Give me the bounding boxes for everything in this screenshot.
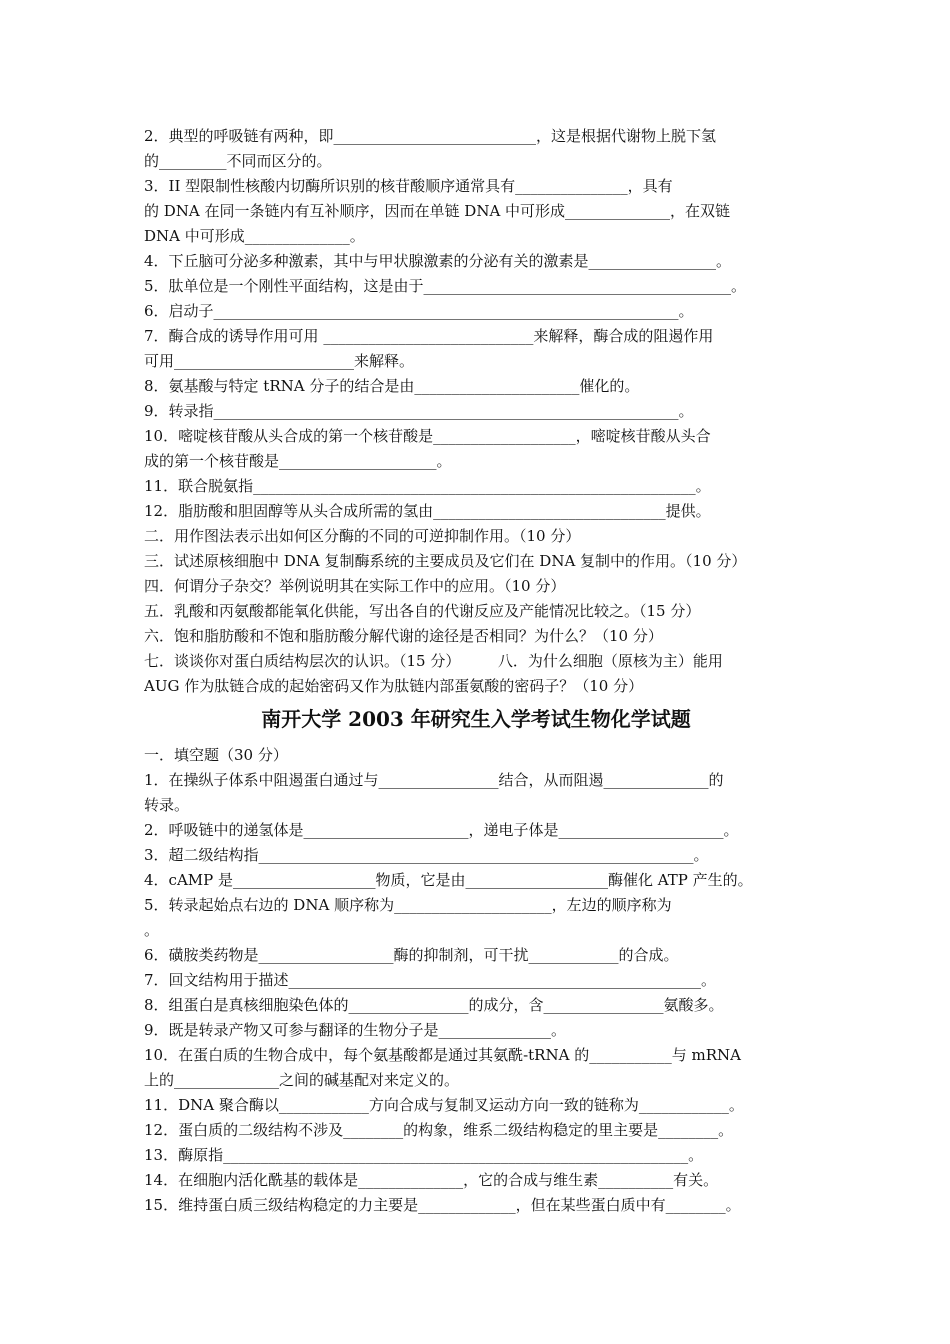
text-line: 五．乳酸和丙氨酸都能氧化供能，写出各自的代谢反应及产能情况比较之。（15 分） xyxy=(144,602,701,620)
text-line: 6．启动子______________________________________________________________。 xyxy=(144,302,694,320)
text-line: 15．维持蛋白质三级结构稳定的力主要是_____________，但在某些蛋白质中有________。 xyxy=(144,1196,741,1214)
text-line: 2．典型的呼吸链有两种，即___________________________，这是根据代谢物上脱下氢 xyxy=(144,127,717,145)
text-line: 9．既是转录产物又可参与翻译的生物分子是_______________。 xyxy=(144,1021,567,1039)
text-line: 可用________________________来解释。 xyxy=(144,352,415,370)
document-body xyxy=(144,124,808,1218)
text-line: 12．脂肪酸和胆固醇等从头合成所需的氢由_______________________________提供。 xyxy=(144,502,711,520)
text-line: 3．II 型限制性核酸内切酶所识别的核苷酸顺序通常具有_______________，具有 xyxy=(144,177,673,195)
text-line: 8．氨基酸与特定 tRNA 分子的结合是由______________________催化的。 xyxy=(144,377,640,395)
text-line: DNA 中可形成______________。 xyxy=(144,227,365,245)
text-line: 一．填空题（30 分） xyxy=(144,746,288,764)
text-line: 1．在操纵子体系中阻遏蛋白通过与________________结合，从而阻遏______________的 xyxy=(144,771,724,789)
text-line: 10．嘧啶核苷酸从头合成的第一个核苷酸是___________________，嘧啶核苷酸从头合 xyxy=(144,427,711,445)
exam-title: 南开大学 2003 年研究生入学考试生物化学试题 xyxy=(261,707,691,731)
text-line: 6．磺胺类药物是__________________酶的抑制剂，可干扰____________的合成。 xyxy=(144,946,679,964)
text-line: 转录。 xyxy=(144,796,190,814)
text-line: 三．试述原核细胞中 DNA 复制酶系统的主要成员及它们在 DNA 复制中的作用。（10 分） xyxy=(144,552,747,570)
text-line: 的_________不同而区分的。 xyxy=(144,152,332,170)
text-line: 的 DNA 在同一条链内有互补顺序，因而在单链 DNA 中可形成______________，在双链 xyxy=(144,202,731,220)
text-line: 13．酶原指______________________________________________________________。 xyxy=(144,1146,704,1164)
text-line: AUG 作为肽链合成的起始密码又作为肽链内部蛋氨酸的密码子？（10 分） xyxy=(144,677,644,695)
text-line: 12．蛋白质的二级结构不涉及________的构象，维系二级结构稳定的里主要是________。 xyxy=(144,1121,734,1139)
text-line: 二．用作图法表示出如何区分酶的不同的可逆抑制作用。（10 分） xyxy=(144,527,581,545)
text-line: 六．饱和脂肪酸和不饱和脂肪酸分解代谢的途径是否相同？为什么？（10 分） xyxy=(144,627,663,645)
text-line: 11．联合脱氨指___________________________________________________________。 xyxy=(144,477,711,495)
text-line: 9．转录指______________________________________________________________。 xyxy=(144,402,694,420)
text-line: 8．组蛋白是真核细胞染色体的________________的成分，含________________氨酸多。 xyxy=(144,996,724,1014)
text-line: 7．酶合成的诱导作用可用 ____________________________来解释，酶合成的阻遏作用 xyxy=(144,327,714,345)
text-line: 上的______________之间的碱基配对来定义的。 xyxy=(144,1071,460,1089)
text-line: 10．在蛋白质的生物合成中，每个氨基酸都是通过其氨酰-tRNA 的___________与 mRNA xyxy=(144,1046,741,1064)
text-line: 5．肽单位是一个刚性平面结构，这是由于_________________________________________。 xyxy=(144,277,747,295)
section-previous-exam-questions xyxy=(144,124,808,699)
text-line: 成的第一个核苷酸是_____________________。 xyxy=(144,452,452,470)
text-line: 2．呼吸链中的递氢体是______________________，递电子体是______________________。 xyxy=(144,821,739,839)
text-line: 七．谈谈你对蛋白质结构层次的认识。（15 分） 八．为什么细胞（原核为主）能用 xyxy=(144,652,723,670)
text-line: 3．超二级结构指__________________________________________________________。 xyxy=(144,846,709,864)
text-line: 11．DNA 聚合酶以____________方向合成与复制叉运动方向一致的链称为____________。 xyxy=(144,1096,744,1114)
text-line: 4．下丘脑可分泌多种激素，其中与甲状腺激素的分泌有关的激素是_________________。 xyxy=(144,252,732,270)
text-line: 四．何谓分子杂交？举例说明其在实际工作中的应用。（10 分） xyxy=(144,577,566,595)
text-line: 4．cAMP 是___________________物质，它是由___________________酶催化 ATP 产生的。 xyxy=(144,871,753,889)
text-line: 14．在细胞内活化酰基的载体是______________，它的合成与维生素__________有关。 xyxy=(144,1171,719,1189)
text-line: 7．回文结构用于描述_______________________________________________________。 xyxy=(144,971,717,989)
text-line: 。 xyxy=(144,921,160,939)
text-line: 5．转录起始点右边的 DNA 顺序称为_____________________，左边的顺序称为 xyxy=(144,896,672,914)
section-2003-exam-questions xyxy=(144,743,808,1218)
